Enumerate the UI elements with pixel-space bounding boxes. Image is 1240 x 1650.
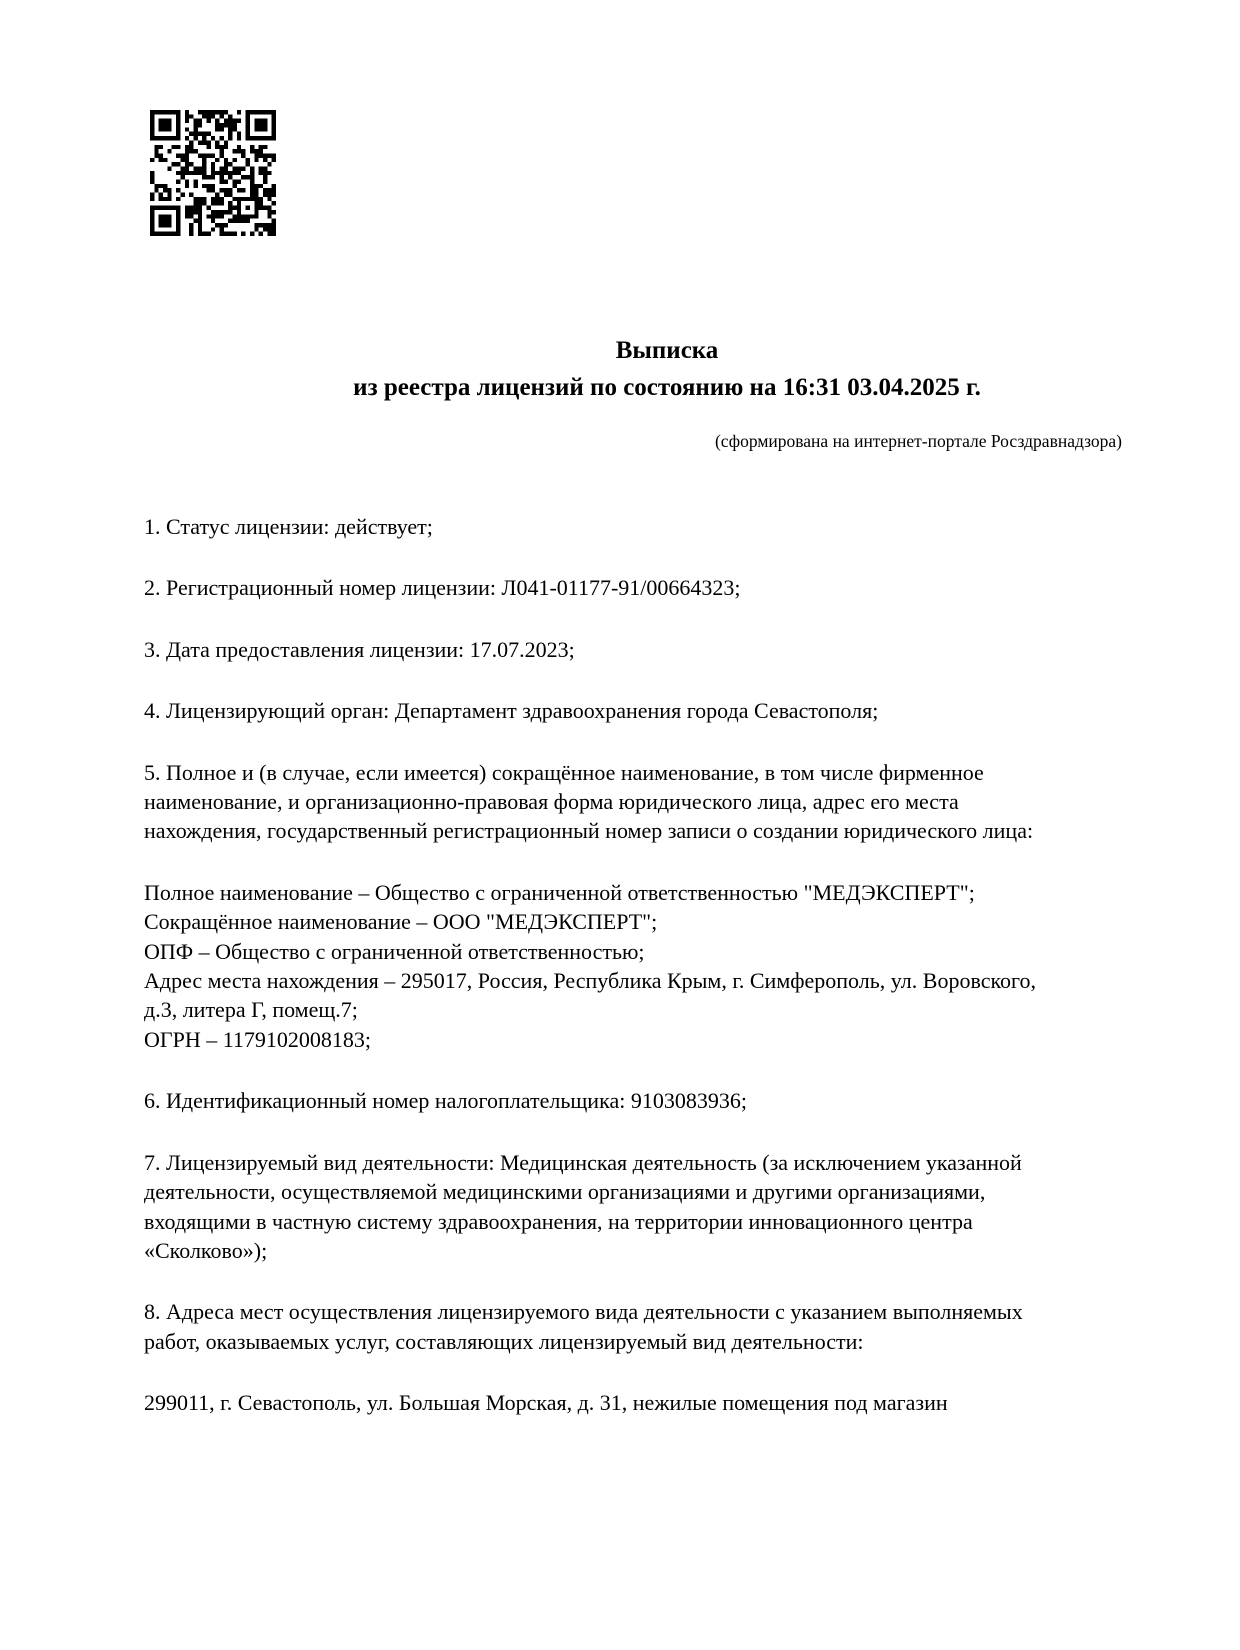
qr-code [150, 110, 276, 236]
activity-address-item [144, 1388, 1190, 1417]
text-line: 4. Лицензирующий орган: Департамент здравоохранения города Севастополя; [144, 698, 879, 724]
title-line-2: из реестра лицензий по состоянию на 16:31 03.04.2025 г. [353, 374, 981, 401]
text-line: 299011, г. Севастополь, ул. Большая Морская, д. 31, нежилые помещения под магазин [144, 1390, 948, 1416]
text-line: 8. Адреса мест осуществления лицензируемого вида деятельности с указанием выполняемых [144, 1299, 1023, 1325]
text-line: 6. Идентификационный номер налогоплательщика: 9103083936; [144, 1088, 747, 1114]
grant-date-item [144, 635, 1190, 664]
short-name-line: Сокращённое наименование – ООО "МЕДЭКСПЕРТ"; [144, 909, 658, 935]
text-line: деятельности, осуществляемой медицинскими организациями и другими организациями, [144, 1179, 986, 1205]
text-line: нахождения, государственный регистрационный номер записи о создании юридического лица: [144, 818, 1034, 844]
text-line: 3. Дата предоставления лицензии: 17.07.2023; [144, 636, 575, 662]
document-body [144, 512, 1190, 1418]
taxpayer-number-item [144, 1086, 1190, 1115]
text-line: 1. Статус лицензии: действует; [144, 514, 433, 539]
entity-details-block [144, 878, 1190, 1054]
activity-type-item [144, 1148, 1190, 1266]
title-line-1: Выписка [615, 337, 719, 364]
text-line: работ, оказываемых услуг, составляющих лицензируемый вид деятельности: [144, 1328, 864, 1354]
entity-name-heading [144, 758, 1190, 846]
full-name-line: Полное наименование – Общество с ограниченной ответственностью "МЕДЭКСПЕРТ"; [144, 879, 975, 905]
address-line: Адрес места нахождения – 295017, Россия, Республика Крым, г. Симферополь, ул. Воровского, [144, 968, 1037, 994]
text-line: «Сколково»); [144, 1237, 268, 1263]
licensing-authority-item [144, 696, 1190, 725]
license-status-item [144, 512, 1190, 541]
addresses-heading [144, 1297, 1190, 1356]
ogrn-line: ОГРН – 1179102008183; [144, 1026, 372, 1052]
document-title [144, 332, 1190, 406]
text-line: наименование, и организационно-правовая форма юридического лица, адрес его места [144, 789, 959, 815]
text-line: входящими в частную систему здравоохранения, на территории инновационного центра [144, 1208, 973, 1234]
legal-form-line: ОПФ – Общество с ограниченной ответственностью; [144, 938, 645, 964]
document-subtitle: (сформирована на интернет-портале Росздравнадзора) [714, 431, 1122, 451]
registration-number-item [144, 573, 1190, 602]
document-content [144, 0, 1190, 1418]
text-line: 2. Регистрационный номер лицензии: Л041-01177-91/00664323; [144, 575, 741, 601]
address-line: д.3, литера Г, помещ.7; [144, 997, 358, 1023]
text-line: 5. Полное и (в случае, если имеется) сокращённое наименование, в том числе фирменное [144, 759, 984, 785]
text-line: 7. Лицензируемый вид деятельности: Медицинская деятельность (за исключением указанной [144, 1149, 1022, 1175]
